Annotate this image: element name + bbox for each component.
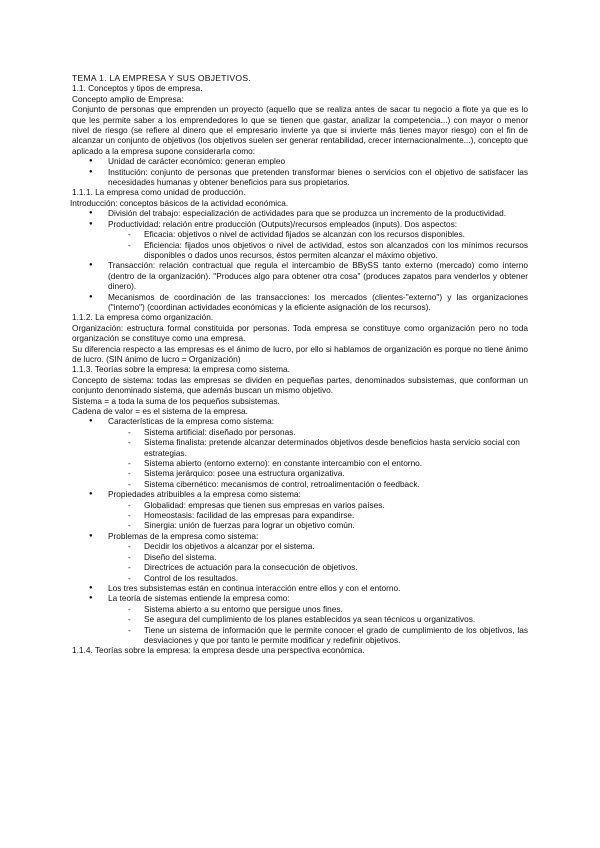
list-item: - Sistema artificial: diseñado por personas. [72, 427, 528, 437]
section-1-1-2-heading: 1.1.2. La empresa como organización. [72, 312, 214, 323]
document-body [72, 73, 528, 656]
list-item: - Directrices de actuación para la consecución de objetivos. [72, 562, 528, 572]
list-item: ● División del trabajo: especialización de actividades para que se produzca un incremento de la productividad. [72, 208, 528, 218]
list-item: - Eficacia: objetivos o nivel de actividad fijados se alcanzan con los recursos disponibles. [72, 229, 528, 239]
list-item: ● Unidad de carácter económico: generan empleo [72, 156, 528, 166]
concepto-paragraph: Conjunto de personas que emprenden un proyecto (aquello que se realiza antes de sacar tu negocio a flote ya que es lo que les permite saber a los emprendedores lo que se tienen que gastar, analizar la competencia...) con mayor o menor nivel de riesgo (se refiere al dinero que el empresario invierte ya que si invierte más tienes mayor riesgo) con el fin de alcanzar un conjunto de objetivos (los objetivos suelen ser generar rentabilidad, crecer internacionalmente...), concepto que aplicado a la empresa supone considerarla como: [72, 104, 528, 156]
section-1-1-4-heading: 1.1.4. Teorías sobre la empresa: la empresa desde una perspectiva económica. [72, 645, 365, 656]
list-item: ● La teoría de sistemas entiende la empresa como: [72, 593, 528, 603]
list-item: - Tiene un sistema de información que le permite conocer el grado de cumplimiento de los objetivos, las desviaciones y que por tanto le permite modificar y redefinir objetivos. [72, 625, 528, 646]
list-item: ● Institución: conjunto de personas que pretenden transformar bienes o servicios con el objetivo de satisfacer las necesidades humanas y obtener beneficios para sus propietarios. [72, 167, 528, 188]
list-item: - Control de los resultados. [72, 573, 528, 583]
organizacion-paragraph: Organización: estructura formal constituida por personas. Toda empresa se constituye como organización pero no toda organización se constituye como una empresa. [72, 322, 528, 344]
list-item: - Sinergia: unión de fuerzas para lograr un objetivo común. [72, 520, 528, 530]
document-title: TEMA 1. LA EMPRESA Y SUS OBJETIVOS. [72, 73, 251, 83]
section-1-1-heading: 1.1. Conceptos y tipos de empresa. [72, 83, 203, 94]
cadena-valor-line: Cadena de valor = es el sistema de la empresa. [72, 406, 248, 416]
list-item: ● Productividad: relación entre producción (Outputs)/recursos empleados (inputs). Dos aspectos: [72, 219, 528, 229]
concepto-bullet-list [72, 156, 528, 187]
section-1-1-1-heading: 1.1.1. La empresa como unidad de producción. [72, 187, 246, 198]
concepto-heading: Concepto amplio de Empresa: [72, 93, 184, 104]
list-item: - Sistema jerárquico: posee una estructura organizativa. [72, 468, 528, 478]
sistema-suma-line: Sistema = a toda la suma de los pequeños subsistemas. [72, 395, 280, 406]
list-item: - Decidir los objetivos a alcanzar por el sistema. [72, 541, 528, 551]
diferencia-paragraph: Su diferencia respecto a las empresas es el ánimo de lucro, por ello si hablamos de organización es porque no tiene ánimo de lucro. (SIN ánimo de lucro = Organización) [72, 343, 528, 364]
list-item: ● Transacción: relación contractual que regula el intercambio de BBySS tanto externo (mercado) como interno (dentro de la organización). "Produces algo para obtener otra cosa" (produces zapatos para venderlos y obtener dinero). [72, 260, 528, 291]
list-item: ● Los tres subsistemas están en continua interacción entre ellos y con el entorno. [72, 583, 528, 593]
list-item: - Globalidad: empresas que tienen sus empresas en varios países. [72, 500, 528, 510]
list-item: - Se asegura del cumplimiento de los planes establecidos ya sean técnicos u organizativos. [72, 614, 528, 624]
list-item: - Eficiencia: fijados unos objetivos o nivel de actividad, estos son alcanzados con los mínimos recursos disponibles o dados unos recursos, éstos permiten alcanzar el máximo objetivo. [72, 240, 528, 261]
list-item: ● Mecanismos de coordinación de las transacciones: los mercados (clientes-"externo") y las organizaciones ("interno") (coordinan actividades económicas y la eficiente asignación de los recursos). [72, 292, 528, 313]
produccion-bullet-list [72, 208, 528, 312]
section-1-1-3-heading: 1.1.3. Teorías sobre la empresa: la empresa como sistema. [72, 364, 290, 375]
sistema-bullet-list [72, 416, 528, 645]
list-item: - Sistema cibernético: mecanismos de control, retroalimentación o feedback. [72, 479, 528, 489]
list-item: - Sistema finalista: pretende alcanzar determinados objetivos desde beneficios hasta servicio social con estrategias. [72, 437, 528, 458]
list-item: - Homeostasis: facilidad de las empresas para expandirse. [72, 510, 528, 520]
list-item: ● Características de la empresa como sistema: [72, 416, 528, 426]
intro-paragraph: Introducción: conceptos básicos de la actividad económica. [70, 197, 289, 208]
list-item: - Sistema abierto a su entorno que persigue unos fines. [72, 604, 528, 614]
sistema-concepto-paragraph: Concepto de sistema: todas las empresas se dividen en pequeñas partes, denominados subsistemas, que conforman un conjunto denominado sistema, que además buscan un mismo objetivo. [72, 374, 528, 396]
list-item: - Diseño del sistema. [72, 552, 528, 562]
list-item: - Sistema abierto (entorno externo): en constante intercambio con el entorno. [72, 458, 528, 468]
list-item: ● Propiedades atribuibles a la empresa como sistema: [72, 489, 528, 499]
list-item: ● Problemas de la empresa como sistema: [72, 531, 528, 541]
